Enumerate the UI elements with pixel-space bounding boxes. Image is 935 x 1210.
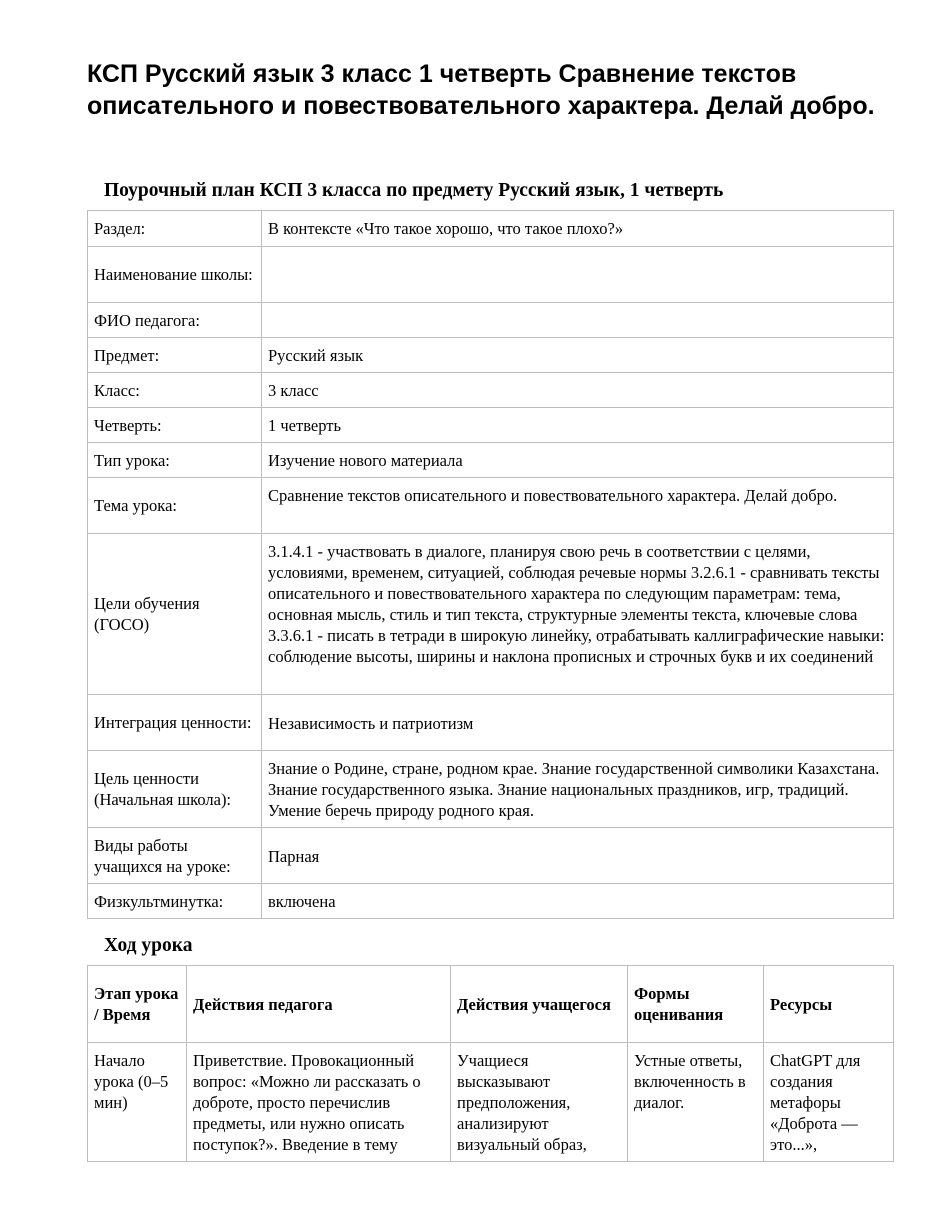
row-value: Знание о Родине, стране, родном крае. Знание государственной символики Казахстана. Знание государственного языка. Знание национальных праздников, игр, традиций. Умение беречь природу родного края. bbox=[262, 751, 894, 828]
table-cell: ChatGPT для создания метафоры «Доброта — это...», bbox=[764, 1043, 894, 1162]
row-label: Наименование школы: bbox=[88, 247, 262, 303]
row-label: Физкультминутка: bbox=[88, 884, 262, 919]
table-cell: Приветствие. Провокационный вопрос: «Можно ли рассказать о доброте, просто перечислив предметы, или нужно описать поступок?». Введение в тему bbox=[187, 1043, 451, 1162]
row-label: Интеграция ценности: bbox=[88, 695, 262, 751]
row-label: ФИО педагога: bbox=[88, 303, 262, 338]
table-row bbox=[88, 534, 894, 695]
table-row bbox=[88, 247, 894, 303]
table-row bbox=[88, 1043, 894, 1162]
row-value bbox=[262, 303, 894, 338]
row-value bbox=[262, 247, 894, 303]
table-row bbox=[88, 338, 894, 373]
row-value: включена bbox=[262, 884, 894, 919]
row-label: Четверть: bbox=[88, 408, 262, 443]
row-label: Предмет: bbox=[88, 338, 262, 373]
row-label: Цель ценности (Начальная школа): bbox=[88, 751, 262, 828]
row-value: Независимость и патриотизм bbox=[262, 695, 894, 751]
table-row bbox=[88, 695, 894, 751]
column-header: Действия педагога bbox=[187, 966, 451, 1043]
row-label: Раздел: bbox=[88, 211, 262, 247]
row-label: Тип урока: bbox=[88, 443, 262, 478]
table-cell: Начало урока (0–5 мин) bbox=[88, 1043, 187, 1162]
lesson-progress-table bbox=[87, 965, 894, 1162]
row-label: Цели обучения (ГОСО) bbox=[88, 534, 262, 695]
lesson-progress-heading: Ход урока bbox=[104, 935, 193, 956]
row-value: Парная bbox=[262, 828, 894, 884]
row-value: Изучение нового материала bbox=[262, 443, 894, 478]
table-row bbox=[88, 211, 894, 247]
row-label: Тема урока: bbox=[88, 478, 262, 534]
table-cell: Учащиеся высказывают предположения, анализируют визуальный образ, bbox=[451, 1043, 628, 1162]
lesson-plan-table bbox=[87, 210, 894, 919]
table-row bbox=[88, 478, 894, 534]
row-label: Виды работы учащихся на уроке: bbox=[88, 828, 262, 884]
table-cell: Устные ответы, включенность в диалог. bbox=[628, 1043, 764, 1162]
column-header: Формы оценивания bbox=[628, 966, 764, 1043]
table-row bbox=[88, 751, 894, 828]
table-row bbox=[88, 303, 894, 338]
column-header: Ресурсы bbox=[764, 966, 894, 1043]
table-row bbox=[88, 828, 894, 884]
column-header: Действия учащегося bbox=[451, 966, 628, 1043]
row-value: 1 четверть bbox=[262, 408, 894, 443]
row-label: Класс: bbox=[88, 373, 262, 408]
row-value: 3 класс bbox=[262, 373, 894, 408]
document-title: КСП Русский язык 3 класс 1 четверть Сравнение текстов описательного и повествовательного характера. Делай добро. bbox=[87, 60, 875, 120]
table-row bbox=[88, 443, 894, 478]
table-header-row bbox=[88, 966, 894, 1043]
table-row bbox=[88, 408, 894, 443]
row-value: Сравнение текстов описательного и повествовательного характера. Делай добро. bbox=[262, 478, 894, 534]
table-row bbox=[88, 373, 894, 408]
table-row bbox=[88, 884, 894, 919]
row-value: 3.1.4.1 - участвовать в диалоге, планируя свою речь в соответствии с целями, условиями, временем, ситуацией, соблюдая речевые нормы 3.2.6.1 - сравнивать тексты описательного и повествовательного характера по следующим параметрам: тема, основная мысль, стиль и тип текста, структурные элементы текста, ключевые слова 3.3.6.1 - писать в тетради в широкую линейку, отрабатывать каллиграфические навыки: соблюдение высоты, ширины и наклона прописных и строчных букв и их соединений bbox=[262, 534, 894, 695]
row-value: Русский язык bbox=[262, 338, 894, 373]
column-header: Этап урока / Время bbox=[88, 966, 187, 1043]
row-value: В контексте «Что такое хорошо, что такое плохо?» bbox=[262, 211, 894, 247]
plan-heading: Поурочный план КСП 3 класса по предмету Русский язык, 1 четверть bbox=[104, 180, 724, 201]
